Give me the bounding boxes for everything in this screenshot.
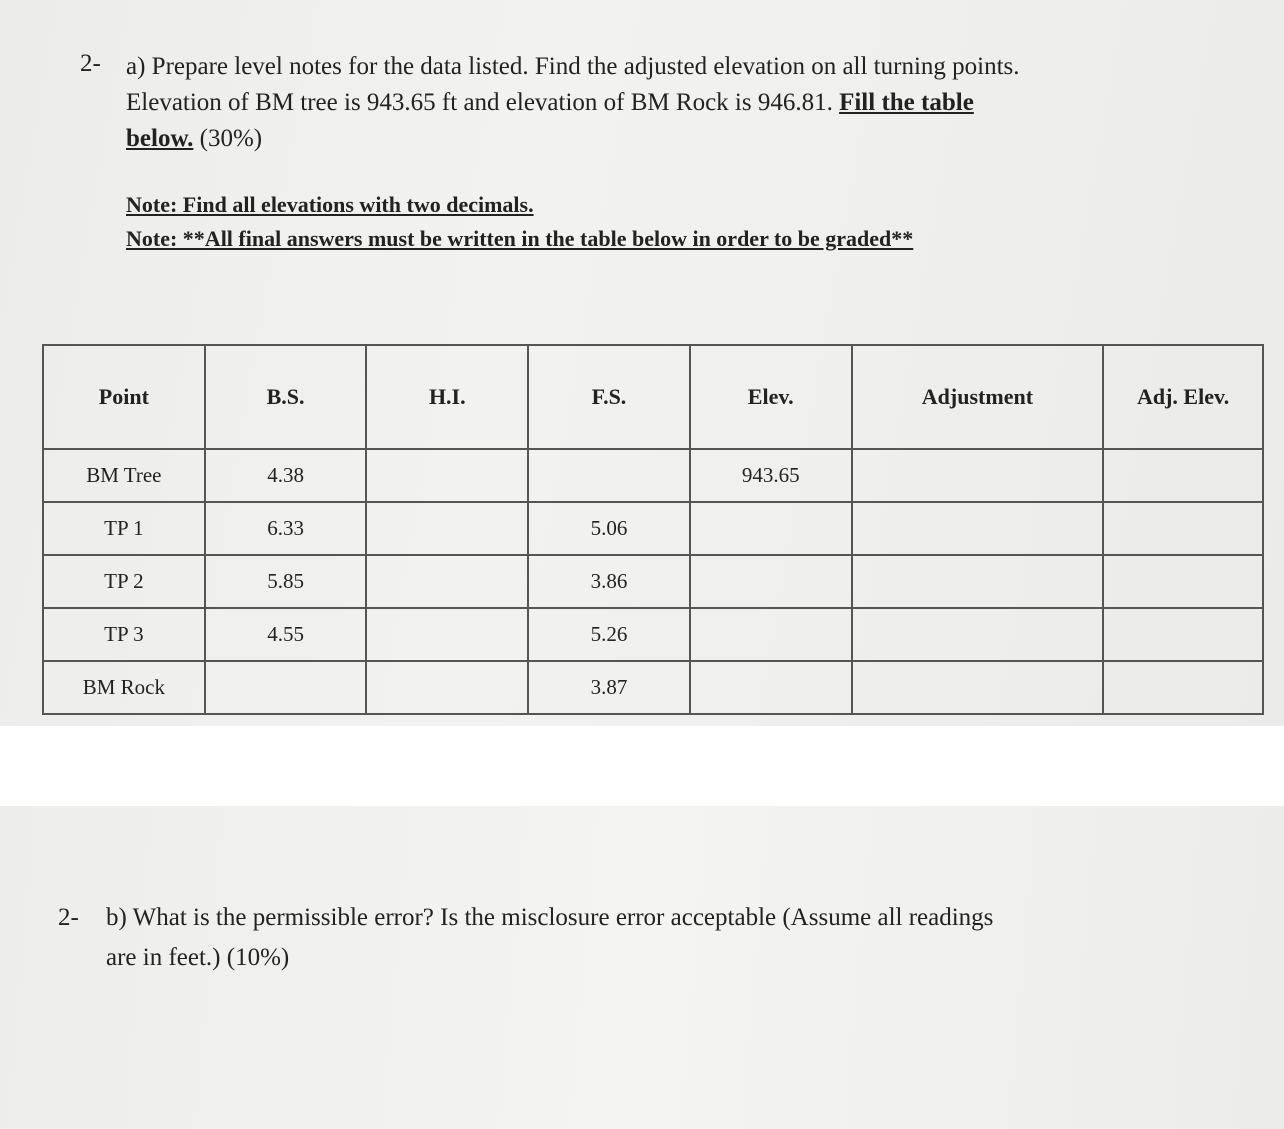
header-elev: Elev. bbox=[690, 345, 852, 449]
cell-fs bbox=[528, 449, 690, 502]
cell-fs: 5.06 bbox=[528, 502, 690, 555]
cell-bs: 4.55 bbox=[205, 608, 367, 661]
cell-elev: 943.65 bbox=[690, 449, 852, 502]
cell-fs: 5.26 bbox=[528, 608, 690, 661]
cell-point: TP 3 bbox=[43, 608, 205, 661]
cell-hi[interactable] bbox=[366, 608, 528, 661]
cell-point: BM Tree bbox=[43, 449, 205, 502]
cell-hi[interactable] bbox=[366, 502, 528, 555]
question-a-below: below. bbox=[126, 125, 194, 152]
cell-fs: 3.87 bbox=[528, 661, 690, 714]
cell-adj-elev[interactable] bbox=[1103, 661, 1263, 714]
cell-hi[interactable] bbox=[366, 449, 528, 502]
cell-adjustment[interactable] bbox=[852, 661, 1104, 714]
header-fs: F.S. bbox=[528, 345, 690, 449]
level-notes-table bbox=[42, 344, 1264, 715]
header-bs: B.S. bbox=[205, 345, 367, 449]
table-row bbox=[43, 502, 1263, 555]
cell-fs: 3.86 bbox=[528, 555, 690, 608]
question-a-fill-table: Fill the table bbox=[839, 89, 974, 116]
header-point: Point bbox=[43, 345, 205, 449]
question-a-line3 bbox=[126, 122, 262, 156]
cell-adj-elev[interactable] bbox=[1103, 555, 1263, 608]
note-two-decimals: Note: Find all elevations with two decimals. bbox=[126, 192, 534, 217]
header-hi: H.I. bbox=[366, 345, 528, 449]
cell-elev[interactable] bbox=[690, 661, 852, 714]
table-row bbox=[43, 449, 1263, 502]
cell-adjustment[interactable] bbox=[852, 555, 1104, 608]
cell-bs: 6.33 bbox=[205, 502, 367, 555]
header-adjustment: Adjustment bbox=[852, 345, 1104, 449]
cell-point: TP 1 bbox=[43, 502, 205, 555]
photo-gap bbox=[0, 726, 1284, 806]
question-a-number: 2- bbox=[80, 50, 101, 77]
cell-bs: 4.38 bbox=[205, 449, 367, 502]
cell-adjustment[interactable] bbox=[852, 449, 1104, 502]
table-row bbox=[43, 555, 1263, 608]
header-adj-elev: Adj. Elev. bbox=[1103, 345, 1263, 449]
question-b-line2: are in feet.) (10%) bbox=[106, 944, 290, 971]
cell-hi[interactable] bbox=[366, 555, 528, 608]
question-a-line2 bbox=[126, 86, 974, 120]
cell-elev[interactable] bbox=[690, 502, 852, 555]
cell-elev[interactable] bbox=[690, 555, 852, 608]
cell-adj-elev[interactable] bbox=[1103, 502, 1263, 555]
table-row bbox=[43, 661, 1263, 714]
cell-point: BM Rock bbox=[43, 661, 205, 714]
question-b-line1: b) What is the permissible error? Is the misclosure error acceptable (Assume all readings bbox=[106, 904, 994, 931]
cell-bs: 5.85 bbox=[205, 555, 367, 608]
question-a-line2-text: Elevation of BM tree is 943.65 ft and elevation of BM Rock is 946.81. bbox=[126, 89, 833, 116]
cell-point: TP 2 bbox=[43, 555, 205, 608]
question-b-number: 2- bbox=[58, 904, 79, 931]
cell-adj-elev[interactable] bbox=[1103, 608, 1263, 661]
cell-hi[interactable] bbox=[366, 661, 528, 714]
table-row bbox=[43, 608, 1263, 661]
question-a-weight: (30%) bbox=[199, 125, 263, 152]
cell-adjustment[interactable] bbox=[852, 608, 1104, 661]
cell-elev[interactable] bbox=[690, 608, 852, 661]
note-final-answers: Note: **All final answers must be written in the table below in order to be graded** bbox=[126, 226, 914, 251]
question-a-line1: a) Prepare level notes for the data listed. Find the adjusted elevation on all turning points. bbox=[126, 53, 1020, 80]
cell-bs bbox=[205, 661, 367, 714]
cell-adj-elev[interactable] bbox=[1103, 449, 1263, 502]
cell-adjustment[interactable] bbox=[852, 502, 1104, 555]
table-header-row bbox=[43, 345, 1263, 449]
